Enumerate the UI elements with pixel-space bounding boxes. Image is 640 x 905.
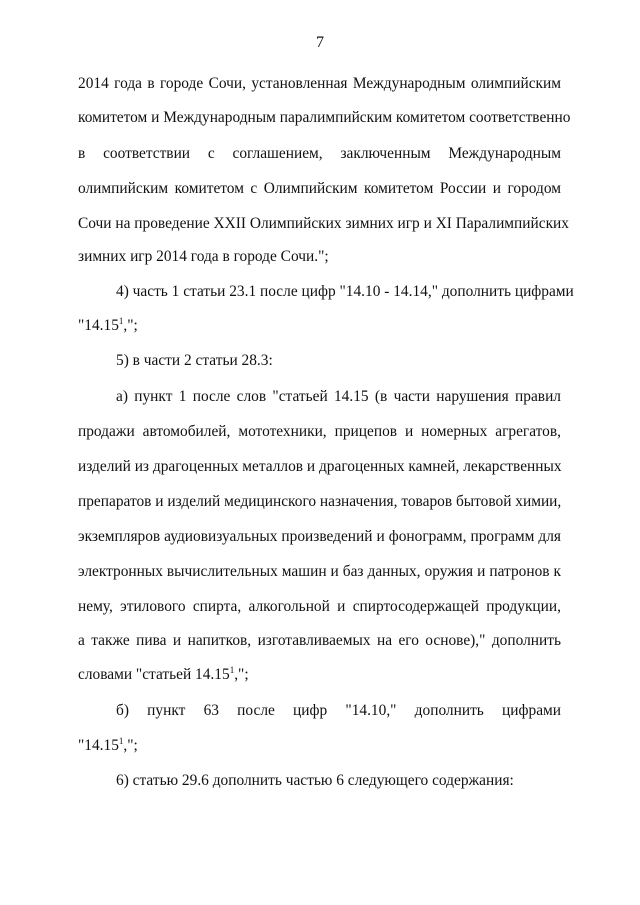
page-number: 7 <box>316 34 324 51</box>
text-line: экземпляров аудиовизуальных произведений и фонограмм, программ для <box>78 528 561 545</box>
text-fragment: ,"; <box>234 666 249 683</box>
superscript: 1 <box>118 315 124 326</box>
text-fragment: "14.15 <box>78 737 119 754</box>
superscript: 1 <box>229 664 235 675</box>
text-line: зимних игр 2014 года в городе Сочи."; <box>78 248 329 265</box>
text-line <box>78 316 561 336</box>
text-line <box>78 736 561 756</box>
text-line: препаратов и изделий медицинского назначения, товаров бытовой химии, <box>78 493 562 510</box>
text-line: электронных вычислительных машин и баз данных, оружия и патронов к <box>78 563 561 580</box>
text-fragment: "14.15 <box>78 317 119 334</box>
text-line: 4) часть 1 статьи 23.1 после цифр "14.10 - 14.14," дополнить цифрами <box>116 283 574 300</box>
text-line: продажи автомобилей, мототехники, прицепов и номерных агрегатов, <box>78 423 561 440</box>
text-line: олимпийским комитетом с Олимпийским комитетом России и городом <box>78 180 561 197</box>
text-line: 6) статью 29.6 дополнить частью 6 следующего содержания: <box>116 772 514 789</box>
text-line: 2014 года в городе Сочи, установленная Международным олимпийским <box>78 75 561 92</box>
text-fragment: ,"; <box>123 737 138 754</box>
text-line: Сочи на проведение XXII Олимпийских зимних игр и XI Паралимпийских <box>78 215 569 232</box>
text-line: комитетом и Международным паралимпийским комитетом соответственно <box>78 109 571 126</box>
text-line <box>78 665 561 685</box>
text-fragment: ,"; <box>123 317 138 334</box>
text-line: б) пункт 63 после цифр "14.10," дополнить цифрами <box>116 702 561 719</box>
text-line: а также пива и напитков, изготавливаемых на его основе)," дополнить <box>78 632 561 649</box>
text-line: в соответствии с соглашением, заключенным Международным <box>78 145 561 162</box>
text-line: 5) в части 2 статьи 28.3: <box>116 352 273 369</box>
text-line: а) пункт 1 после слов "статьей 14.15 (в части нарушения правил <box>116 388 561 405</box>
text-line: нему, этилового спирта, алкогольной и спиртосодержащей продукции, <box>78 598 561 615</box>
superscript: 1 <box>118 735 124 746</box>
text-line: изделий из драгоценных металлов и драгоценных камней, лекарственных <box>78 458 562 475</box>
text-fragment: словами "статьей 14.15 <box>78 666 230 683</box>
